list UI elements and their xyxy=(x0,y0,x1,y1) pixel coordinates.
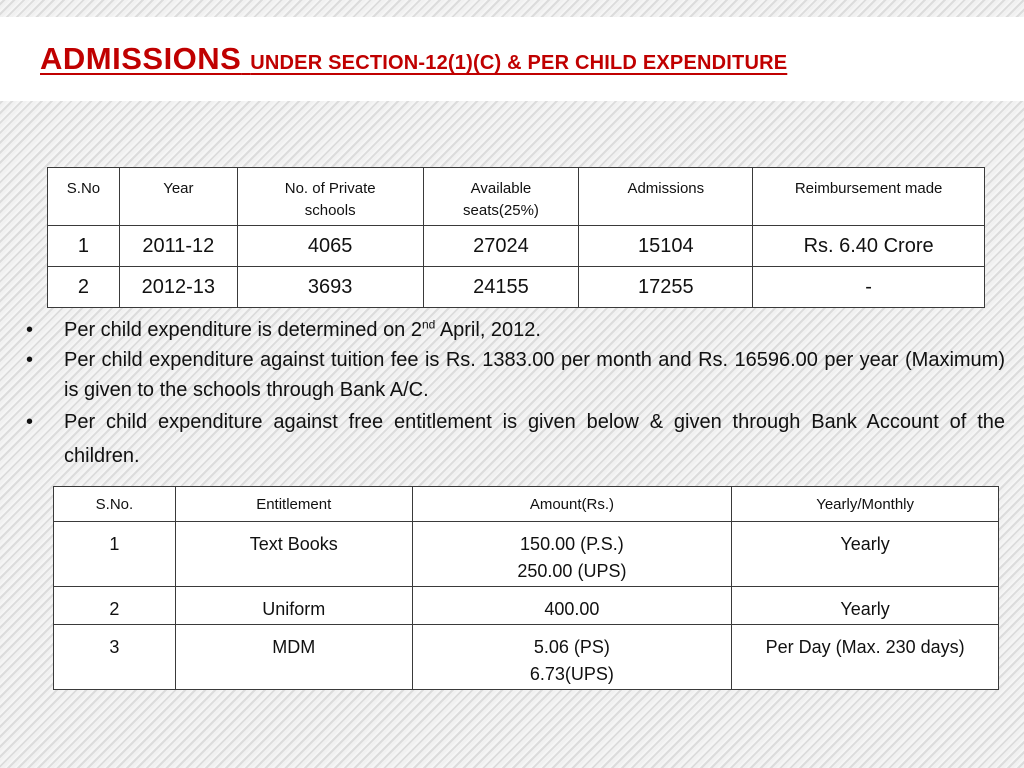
bullet-marker: • xyxy=(26,411,34,433)
cell-year: 2012-13 xyxy=(119,267,237,308)
cell-admissions: 17255 xyxy=(579,267,753,308)
cell-reimbursement: - xyxy=(753,267,985,308)
cell-amount-line1: 150.00 (P.S.) xyxy=(520,534,624,554)
slide-title xyxy=(40,42,787,74)
cell-sno: 2 xyxy=(54,587,176,625)
header-sno: S.No. xyxy=(54,487,176,522)
cell-sno: 3 xyxy=(54,625,176,690)
title-subtitle: UNDER SECTION-12(1)(C) & PER CHILD EXPENDITURE xyxy=(250,52,788,74)
header-year: Year xyxy=(119,168,237,226)
header-available-seats-line1: Available xyxy=(470,180,532,197)
cell-amount xyxy=(412,625,732,690)
cell-year: 2011-12 xyxy=(119,226,237,267)
cell-available-seats: 27024 xyxy=(423,226,579,267)
cell-frequency: Yearly xyxy=(732,522,999,587)
bullet-list xyxy=(26,315,1005,473)
cell-admissions: 15104 xyxy=(579,226,753,267)
cell-entitlement: Text Books xyxy=(175,522,412,587)
header-private-schools xyxy=(237,168,423,226)
table-row xyxy=(48,267,985,308)
bullet-marker: • xyxy=(26,319,34,341)
header-frequency: Yearly/Monthly xyxy=(732,487,999,522)
cell-amount: 400.00 xyxy=(412,587,732,625)
table-row xyxy=(54,625,999,690)
cell-sno: 1 xyxy=(54,522,176,587)
bullet-item xyxy=(26,315,1005,345)
header-amount: Amount(Rs.) xyxy=(412,487,732,522)
cell-entitlement: Uniform xyxy=(175,587,412,625)
table-row xyxy=(54,587,999,625)
table-header-row xyxy=(54,487,999,522)
bullet-text: Per child expenditure against free entitlement is given below & given through Bank Account of the children. xyxy=(64,411,1005,467)
bullet-text: Per child expenditure is determined on 2 xyxy=(64,319,422,341)
bullet-superscript: nd xyxy=(422,317,436,332)
entitlement-table xyxy=(53,486,999,690)
header-available-seats xyxy=(423,168,579,226)
table-header-row xyxy=(48,168,985,226)
cell-available-seats: 24155 xyxy=(423,267,579,308)
cell-amount-line2: 6.73(UPS) xyxy=(529,664,614,684)
header-entitlement: Entitlement xyxy=(175,487,412,522)
cell-reimbursement: Rs. 6.40 Crore xyxy=(753,226,985,267)
table-row xyxy=(54,522,999,587)
header-sno: S.No xyxy=(48,168,120,226)
header-admissions: Admissions xyxy=(579,168,753,226)
cell-frequency: Per Day (Max. 230 days) xyxy=(732,625,999,690)
admissions-table xyxy=(47,167,985,308)
cell-amount xyxy=(412,522,732,587)
cell-private-schools: 4065 xyxy=(237,226,423,267)
cell-entitlement: MDM xyxy=(175,625,412,690)
header-reimbursement: Reimbursement made xyxy=(753,168,985,226)
header-private-schools-line2: schools xyxy=(304,202,356,219)
bullet-text-end: April, 2012. xyxy=(435,319,541,341)
cell-amount-line2: 250.00 (UPS) xyxy=(517,561,627,581)
bullet-item xyxy=(26,405,1005,473)
bullet-marker: • xyxy=(26,349,34,371)
cell-sno: 1 xyxy=(48,226,120,267)
cell-frequency: Yearly xyxy=(732,587,999,625)
title-main: ADMISSIONS xyxy=(40,41,242,76)
bullet-text: Per child expenditure against tuition fee is Rs. 1383.00 per month and Rs. 16596.00 per year (Maximum) is given to the schools through Bank A/C. xyxy=(64,349,1005,401)
cell-amount-line1: 5.06 (PS) xyxy=(533,637,610,657)
table-row xyxy=(48,226,985,267)
cell-private-schools: 3693 xyxy=(237,267,423,308)
header-available-seats-line2: seats(25%) xyxy=(463,202,539,219)
cell-sno: 2 xyxy=(48,267,120,308)
bullet-item xyxy=(26,345,1005,405)
header-private-schools-line1: No. of Private xyxy=(284,180,376,197)
